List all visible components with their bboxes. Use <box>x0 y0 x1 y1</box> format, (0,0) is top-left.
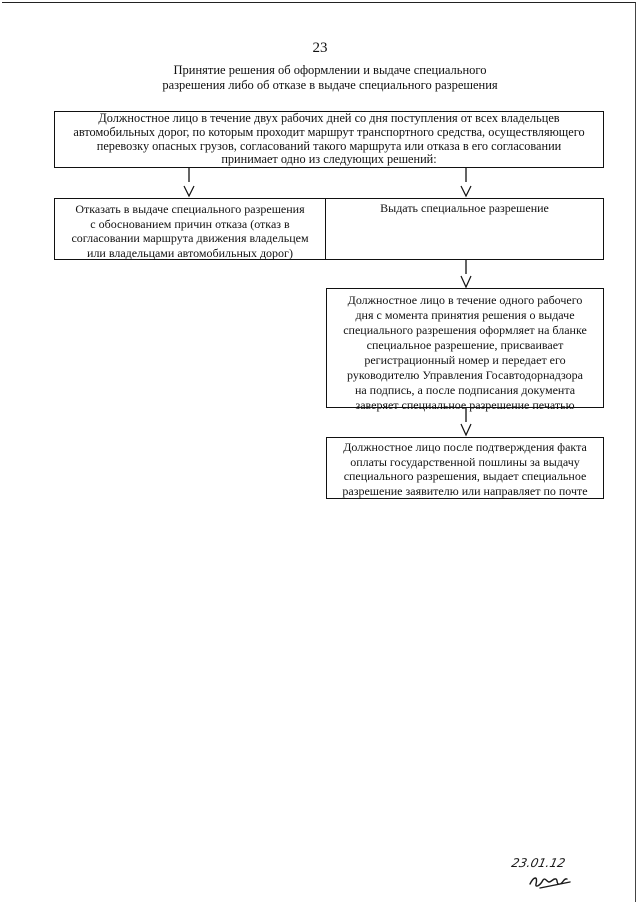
box-text-line: Выдать специальное разрешение <box>380 201 549 215</box>
title-line: разрешения либо об отказе в выдаче специального разрешения <box>162 78 498 92</box>
box-text-line: с обоснованием причин отказа (отказ в <box>90 216 290 231</box>
box-text-line: принимает одно из следующих решений: <box>221 152 437 167</box>
arrow-down-icon <box>456 408 476 438</box>
signature-date: 23.01.12 <box>510 856 567 870</box>
prepare-permit-box <box>326 288 604 412</box>
box-text-line: на подпись, а после подписания документа <box>354 383 576 397</box>
box-text-line: или владельцами автомобильных дорог) <box>87 245 293 260</box>
refuse-decision-box <box>54 198 326 260</box>
box-text-line: Отказать в выдаче специального разрешения <box>75 202 305 216</box>
box-text-line: Должностное лицо после подтверждения факта <box>343 440 587 454</box>
box-text-line: разрешение заявителю или направляет по почте <box>342 483 588 498</box>
box-text-line: оплаты государственной пошлины за выдачу <box>350 454 580 469</box>
box-text-line: дня с момента принятия решения о выдаче <box>355 308 575 322</box>
title-line: Принятие решения об оформлении и выдаче специального <box>173 63 487 77</box>
document-title <box>100 63 560 93</box>
box-text-line: Должностное лицо в течение одного рабочего <box>347 293 583 307</box>
box-text-line: специального разрешения, выдает специальное <box>343 469 587 483</box>
box-text-line: специального разрешения оформляет на бланке <box>343 323 587 337</box>
arrow-down-icon <box>456 168 476 198</box>
arrow-down-icon <box>179 168 199 198</box>
box-text-line: регистрационный номер и передает его <box>364 353 566 367</box>
deliver-permit-box <box>326 437 604 499</box>
box-text-line: руководителю Управления Госавтодорнадзора <box>347 368 583 382</box>
box-text-line: автомобильных дорог, по которым проходит маршрут транспортного средства, осуществляющего <box>73 124 585 139</box>
box-text-line: специальное разрешение, присваивает <box>366 338 564 352</box>
arrow-down-icon <box>456 260 476 290</box>
box-text-line: перевозку опасных грузов, согласований такого маршрута или отказа в его согласовании <box>96 138 562 153</box>
handwritten-signature <box>500 852 590 892</box>
box-text-line: заверяет специальное разрешение печатью <box>355 398 575 412</box>
box-text-line: Должностное лицо в течение двух рабочих дней со дня поступления от всех владельцев <box>98 111 560 125</box>
box-text-line: согласовании маршрута движения владельцем <box>71 231 309 245</box>
page-number: 23 <box>312 40 328 56</box>
decision-box <box>54 111 604 168</box>
issue-decision-box <box>326 198 604 260</box>
